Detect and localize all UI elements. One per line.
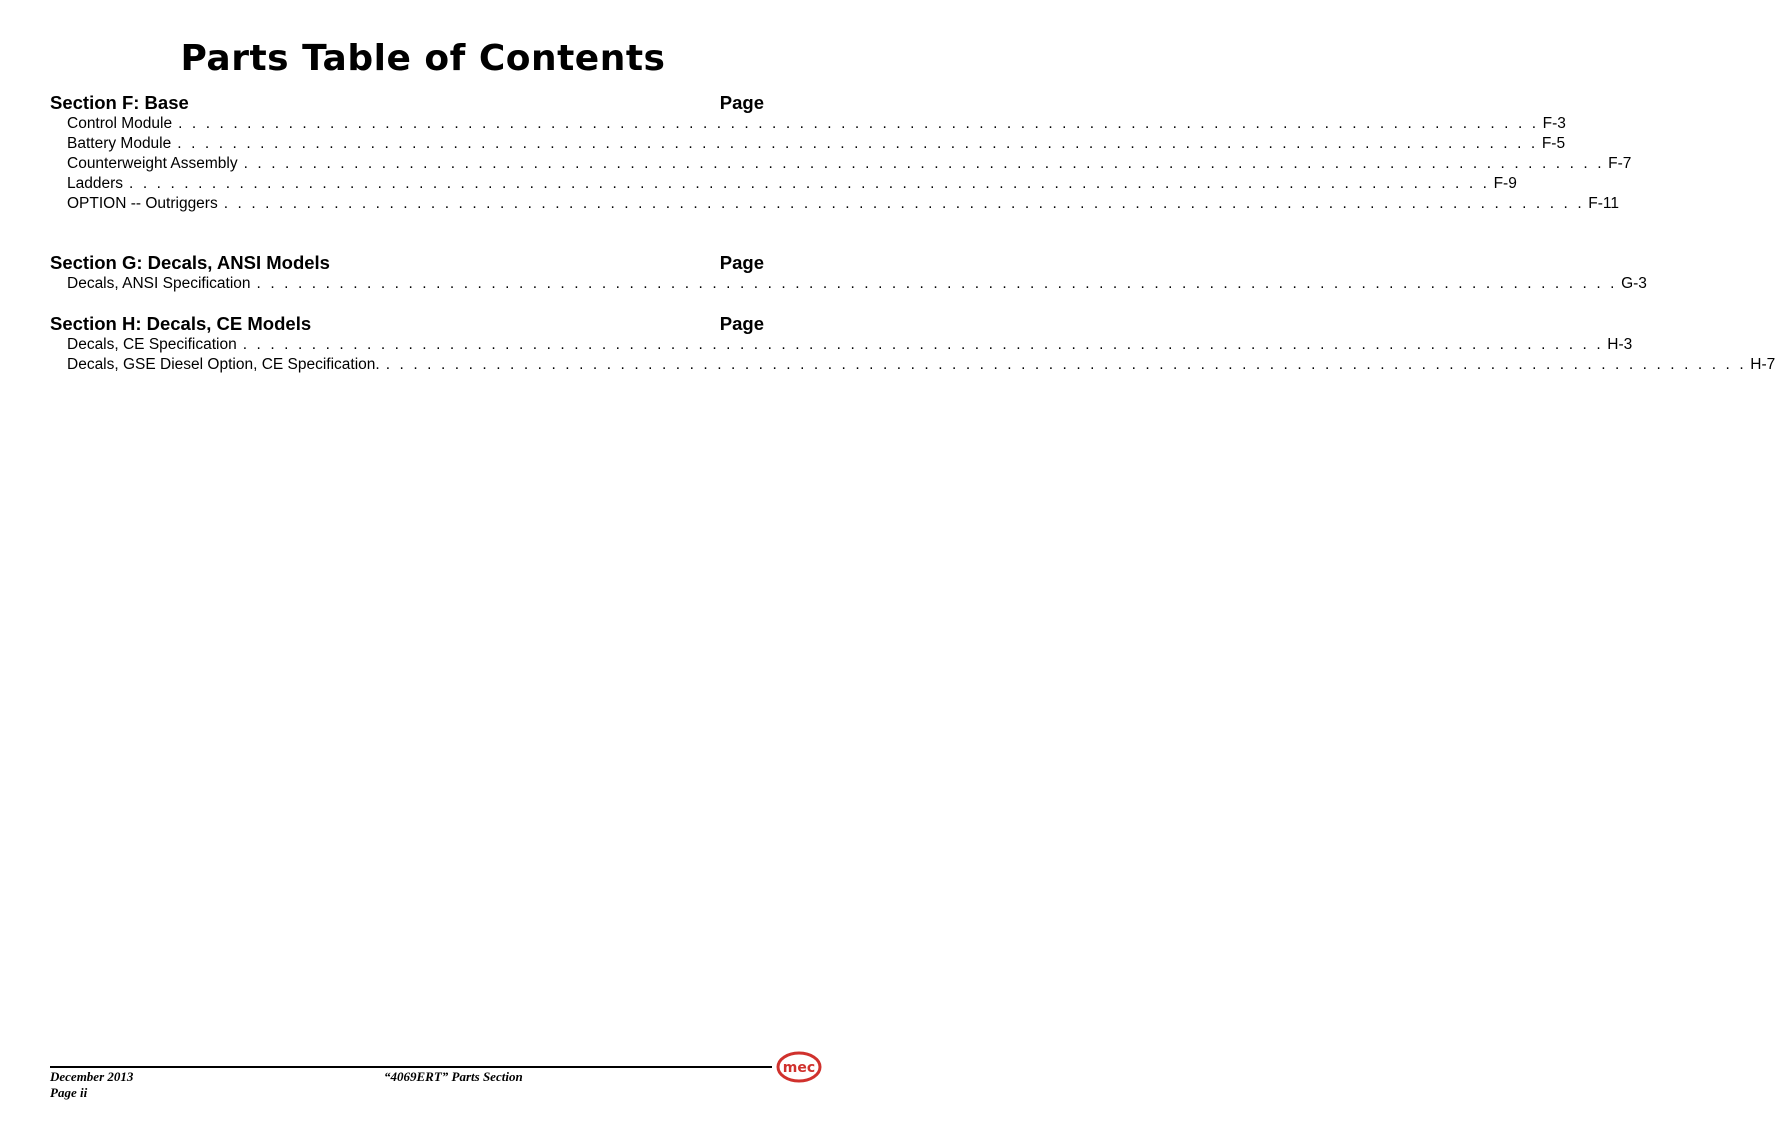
toc-entry[interactable] bbox=[67, 194, 1620, 214]
entry-page: H-7 bbox=[1750, 356, 1775, 373]
entry-label: Decals, CE Specification bbox=[67, 336, 237, 353]
dot-leader: . . . . . . . . . . . . . . . . . . . . . . . . . . . . . . . . . . . . . . . . . . . . . . . . . . . . . . . . . . . . . . . . . . . . . . . . . . . . . . . . . . . . . . . . . . . . . . . . . . . bbox=[177, 135, 1538, 152]
entry-label: Decals, ANSI Specification bbox=[67, 275, 251, 292]
toc-entry[interactable] bbox=[67, 134, 1566, 154]
entry-label: Ladders bbox=[67, 175, 124, 192]
dot-leader: . . . . . . . . . . . . . . . . . . . . . . . . . . . . . . . . . . . . . . . . . . . . . . . . . . . . . . . . . . . . . . . . . . . . . . . . . . . . . . . . . . . . . . . . . . . . . . . . . . . bbox=[385, 356, 1747, 373]
footer-page-number: Page ii bbox=[50, 1085, 88, 1100]
dot-leader: . . . . . . . . . . . . . . . . . . . . . . . . . . . . . . . . . . . . . . . . . . . . . . . . . . . . . . . . . . . . . . . . . . . . . . . . . . . . . . . . . . . . . . . . . . . . . . . . . . . bbox=[223, 195, 1585, 212]
entry-label: OPTION -- Outriggers bbox=[67, 195, 218, 212]
section-g bbox=[50, 252, 1647, 294]
dot-leader: . . . . . . . . . . . . . . . . . . . . . . . . . . . . . . . . . . . . . . . . . . . . . . . . . . . . . . . . . . . . . . . . . . . . . . . . . . . . . . . . . . . . . . . . . . . . . . . . . . . bbox=[256, 275, 1618, 292]
entry-label: Control Module bbox=[67, 115, 173, 132]
footer-rule bbox=[50, 1066, 772, 1068]
section-f bbox=[50, 92, 1632, 214]
toc-entry[interactable] bbox=[67, 154, 1632, 174]
entry-page: F-3 bbox=[1542, 115, 1566, 132]
dot-leader: . . . . . . . . . . . . . . . . . . . . . . . . . . . . . . . . . . . . . . . . . . . . . . . . . . . . . . . . . . . . . . . . . . . . . . . . . . . . . . . . . . . . . . . . . . . . . . . . . . . bbox=[178, 115, 1539, 132]
section-title: Section G: Decals, ANSI Models bbox=[50, 252, 330, 273]
entry-label: Counterweight Assembly bbox=[67, 155, 238, 172]
toc-entry[interactable] bbox=[67, 335, 1633, 355]
mec-logo-icon bbox=[776, 1050, 822, 1084]
dot-leader: . . . . . . . . . . . . . . . . . . . . . . . . . . . . . . . . . . . . . . . . . . . . . . . . . . . . . . . . . . . . . . . . . . . . . . . . . . . . . . . . . . . . . . . . . . . . . . . . . . . bbox=[243, 155, 1605, 172]
section-h bbox=[50, 313, 1775, 375]
entry-page: F-7 bbox=[1608, 155, 1632, 172]
section-heading bbox=[50, 252, 764, 274]
section-heading bbox=[50, 313, 764, 335]
section-title: Section F: Base bbox=[50, 92, 189, 113]
footer-document-title: “4069ERT” Parts Section bbox=[384, 1069, 523, 1084]
page-column-label: Page bbox=[719, 313, 764, 334]
entry-page: F-9 bbox=[1493, 175, 1517, 192]
entry-page: H-3 bbox=[1607, 336, 1633, 353]
entry-page: F-5 bbox=[1541, 135, 1566, 152]
page-column-label: Page bbox=[719, 92, 764, 113]
entry-label: Decals, GSE Diesel Option, CE Specification. bbox=[67, 356, 380, 373]
logo-text: mec bbox=[782, 1060, 816, 1076]
section-title: Section H: Decals, CE Models bbox=[50, 313, 312, 334]
page-title: Parts Table of Contents bbox=[180, 38, 666, 79]
page-column-label: Page bbox=[719, 252, 764, 273]
dot-leader: . . . . . . . . . . . . . . . . . . . . . . . . . . . . . . . . . . . . . . . . . . . . . . . . . . . . . . . . . . . . . . . . . . . . . . . . . . . . . . . . . . . . . . . . . . . . . . . . . . . bbox=[242, 336, 1604, 353]
toc-entry[interactable] bbox=[67, 174, 1517, 194]
toc-entry[interactable] bbox=[67, 274, 1647, 294]
entry-page: F-11 bbox=[1588, 195, 1620, 212]
entry-page: G-3 bbox=[1621, 275, 1647, 292]
toc-entry[interactable] bbox=[67, 355, 1775, 375]
dot-leader: . . . . . . . . . . . . . . . . . . . . . . . . . . . . . . . . . . . . . . . . . . . . . . . . . . . . . . . . . . . . . . . . . . . . . . . . . . . . . . . . . . . . . . . . . . . . . . . . . . . bbox=[129, 175, 1490, 192]
entry-label: Battery Module bbox=[67, 135, 172, 152]
section-heading bbox=[50, 92, 764, 114]
toc-entry[interactable] bbox=[67, 114, 1566, 134]
footer-date: December 2013 bbox=[50, 1069, 134, 1084]
